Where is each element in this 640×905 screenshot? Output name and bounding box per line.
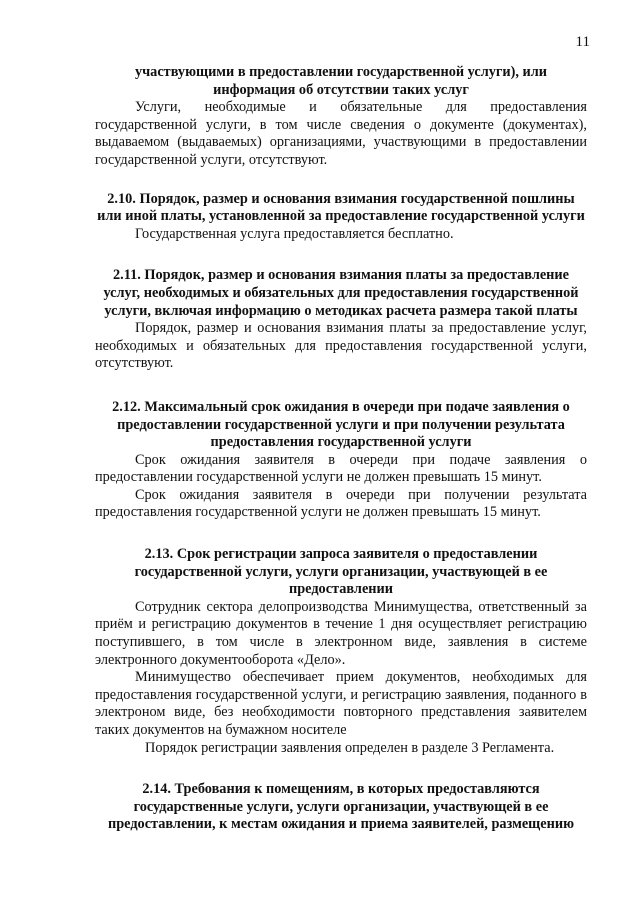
section-2-13-paragraph-1: Сотрудник сектора делопроизводства Минимущества, ответственный за приём и регистрацию документов в течение 1 дня осуществляет регистрацию поступившего, в том числе в электронном виде, заявления в системе электронного документооборота «Дело». <box>95 598 587 668</box>
section-2-11-paragraph: Порядок, размер и основания взимания платы за предоставление услуг, необходимых и обязательных для предоставления государственной услуги, отсутствуют. <box>95 320 587 372</box>
section-2-11-heading: 2.11. Порядок, размер и основания взимания платы за предоставление услуг, необходимых и обязательных для предоставления государственной услуги, включая информацию о методиках расчета размера такой платы <box>103 267 579 319</box>
page-number: 11 <box>575 34 590 50</box>
section-2-10-heading: 2.10. Порядок, размер и основания взимания государственной пошлины или иной платы, установленной за предоставление государственной услуги <box>97 190 585 225</box>
section-2-12-heading: 2.12. Максимальный срок ожидания в очереди при подаче заявления о предоставлении государственной услуги и при получении результата предоставления государственной услуги <box>112 398 570 451</box>
section-2-12-paragraph-2: Срок ожидания заявителя в очереди при получении результата предоставления государственной услуги не должен превышать 15 минут. <box>95 486 587 521</box>
section-2-10-paragraph: Государственная услуга предоставляется бесплатно. <box>135 225 454 242</box>
section-2-12-paragraph-1: Срок ожидания заявителя в очереди при подаче заявления о предоставлении государственной услуги не должен превышать 15 минут. <box>95 451 587 486</box>
section-2-13-paragraph-2: Минимущество обеспечивает прием документов, необходимых для предоставления государственной услуги, и регистрацию заявления, поданного в электроном виде, без необходимости повторного представления заявителем таких документов на бумажном носителе <box>95 669 587 738</box>
section-2-9-paragraph: Услуги, необходимые и обязательные для предоставления государственной услуги, в том числе сведения о документе (документах), выдаваемом (выдаваемых) организациями, участвующими в предоставлении государственной услуги, отсутствуют. <box>95 99 587 168</box>
section-2-14-heading: 2.14. Требования к помещениям, в которых предоставляются государственные услуги, услуги организации, участвующей в ее предоставлении, к местам ожидания и приема заявителей, размещению <box>107 781 574 833</box>
section-2-13-heading: 2.13. Срок регистрации запроса заявителя о предоставлении государственной услуги, услуги организации, участвующей в ее предоставлении <box>134 546 548 598</box>
document-body <box>95 64 587 834</box>
section-2-13-paragraph-3: Порядок регистрации заявления определен в разделе 3 Регламента. <box>145 739 555 756</box>
section-2-9-heading-continuation: участвующими в предоставлении государственной услуги), или информация об отсутствии таких услуг <box>134 64 548 98</box>
